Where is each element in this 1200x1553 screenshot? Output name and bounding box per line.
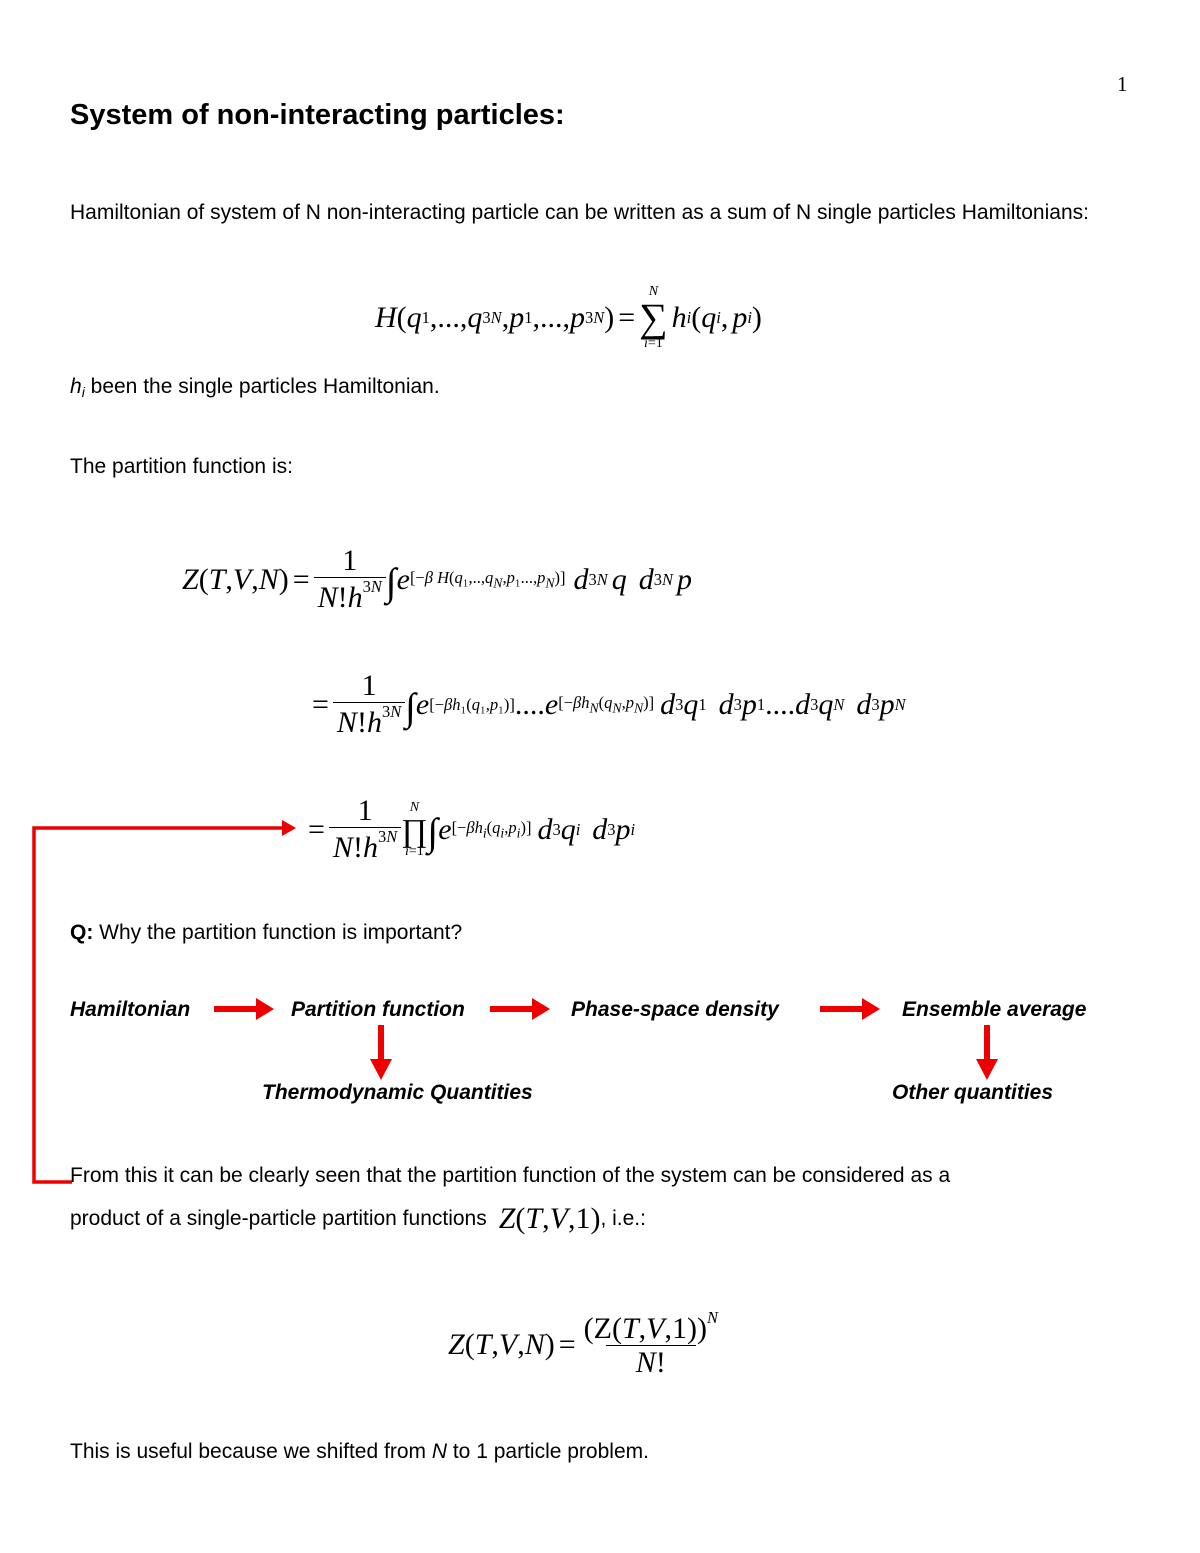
hamiltonian-note: hi been the single particles Hamiltonian. (70, 375, 440, 400)
flow-thermodynamic-quantities: Thermodynamic Quantities (262, 1081, 533, 1104)
hamiltonian-equation: H ( q 1 ,..., q 3N , p 1 ,..., p 3N ) = N ∑ i=1 h i ( q i , p i ) (375, 284, 762, 351)
down-arrow-icon (975, 1025, 999, 1081)
conclusion-line-2: product of a single-particle partition functions Z(T,V,1) , i.e.: (70, 1202, 646, 1235)
partition-equation-3: = $\frac{1}{N!h^{3N}}$ N ∏ i=1 ∫ e $[-\beta h_i(q_i,p_i)]$ d 3 q i d 3 p i (308, 794, 636, 865)
flow-ensemble-average: Ensemble average (902, 998, 1087, 1021)
right-arrow-icon (820, 997, 882, 1021)
product-symbol: N ∏ i=1 (401, 799, 428, 860)
partition-intro: The partition function is: (70, 455, 293, 478)
right-arrow-icon (282, 820, 296, 836)
final-note: This is useful because we shifted from N to 1 particle problem. (70, 1440, 649, 1463)
right-arrow-icon (214, 997, 276, 1021)
right-arrow-icon (490, 997, 552, 1021)
question: Q: Why the partition function is important? (70, 921, 463, 944)
partition-equation-1: Z ( T , V , N ) = $\frac{1}{N!h^{3N}}$ ∫ e [−β $H(q_1,..,q_N,p_1...,p_N)$] d 3N q d 3N p (182, 544, 693, 615)
conclusion-line-1: From this it can be clearly seen that the partition function of the system can be considered as a (70, 1164, 951, 1187)
flow-partition-function: Partition function (291, 998, 465, 1021)
final-equation: Z ( T , V , N ) = $\frac{(Z(T,V,1))^N}{N!}$ (448, 1308, 718, 1380)
down-arrow-icon (369, 1025, 393, 1081)
sum-symbol: N ∑ i=1 (639, 284, 668, 351)
intro-paragraph: Hamiltonian of system of N non-interacting particle can be written as a sum of N single particles Hamiltonians: (70, 201, 1089, 224)
flow-hamiltonian: Hamiltonian (70, 998, 191, 1021)
flow-phase-space-density: Phase-space density (571, 998, 779, 1021)
flow-other-quantities: Other quantities (892, 1081, 1054, 1104)
page-title: System of non-interacting particles: (70, 99, 565, 131)
partition-equation-2: = $\frac{1}{N!h^{3N}}$ ∫ e [−βh₁(q₁,p₁)] .... e $[-\beta h_N(q_N,p_N)]$ d 3 q 1 d 3 p 1 .... d 3 q N d 3 p N (312, 669, 906, 740)
page-number: 1 (1117, 72, 1128, 96)
